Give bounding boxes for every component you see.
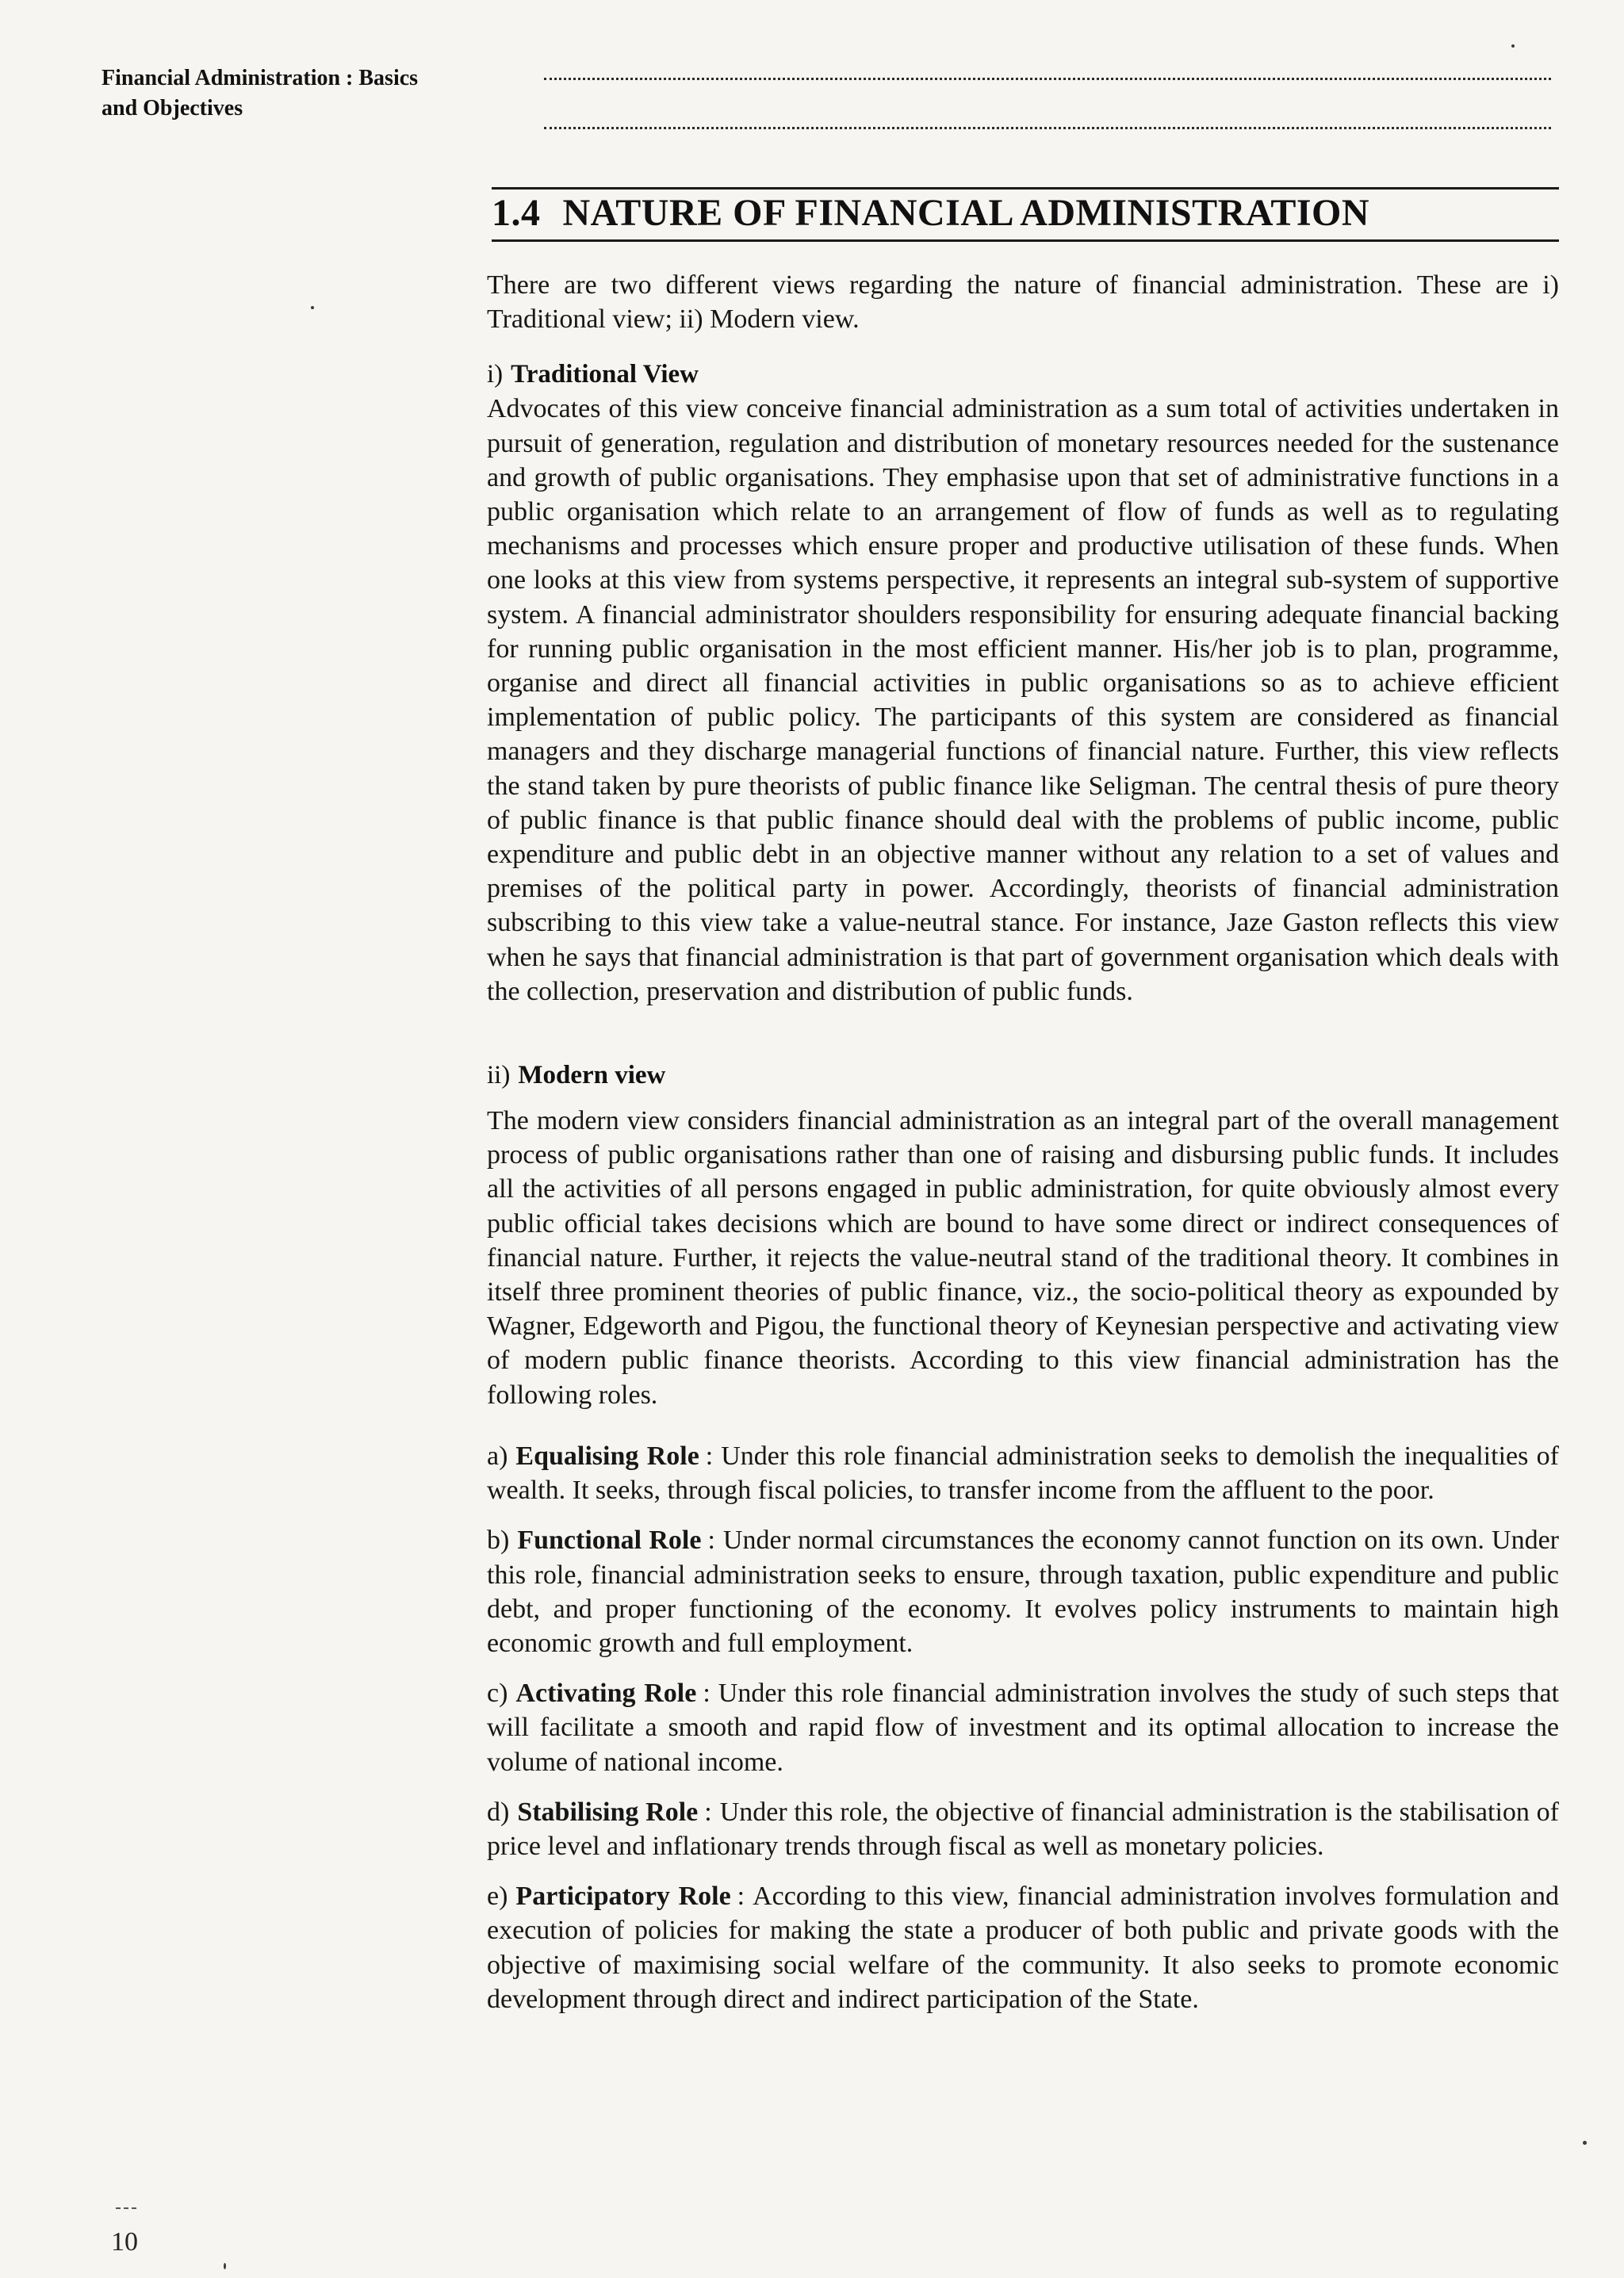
- role-equalising: [487, 1439, 1559, 1507]
- role-participatory: [487, 1879, 1559, 2016]
- page-number: 10: [111, 2227, 138, 2257]
- modern-view-paragraph: The modern view considers financial administration as an integral part of the overall management process of public organisations rather than one of raising and disbursing public funds. It includes all the activities of all persons engaged in public administration, for quite obviously almost every public official takes decisions which are bound to have some direct or indirect consequences of financial nature. Further, it rejects the value-neutral stand of the traditional theory. It combines in itself three prominent theories of public finance, viz., the socio-political theory as expounded by Wagner, Edgeworth and Pigou, the functional theory of Keynesian perspective and activating view of modern public finance theorists. According to this view financial administration has the following roles.: [487, 1106, 1559, 1410]
- intro-paragraph: There are two different views regarding the nature of financial administration. These are i) Traditional view; ii) Modern view.: [487, 270, 1559, 335]
- section-title: NATURE OF FINANCIAL ADMINISTRATION: [562, 192, 1370, 234]
- role-functional: [487, 1523, 1559, 1660]
- running-head-line-2: and Objectives: [102, 96, 243, 121]
- role-marker: b): [487, 1526, 510, 1556]
- modern-view-heading: [487, 1058, 1559, 1093]
- role-name: Activating Role: [515, 1679, 697, 1709]
- role-text: Under this role, the objective of financial administration is the stabilisation of price level and inflationary trends through fiscal as well as monetary policies.: [487, 1797, 1559, 1861]
- traditional-view-marker: i): [487, 360, 504, 389]
- role-stabilising: [487, 1795, 1559, 1863]
- role-separator: :: [707, 1526, 715, 1556]
- running-head: [102, 63, 466, 124]
- role-separator: :: [704, 1797, 712, 1827]
- role-marker: a): [487, 1441, 508, 1471]
- traditional-view-heading: [487, 357, 1559, 392]
- role-name: Equalising Role: [515, 1441, 699, 1471]
- section-rule-bottom: [492, 239, 1559, 242]
- traditional-view-title: Traditional View: [511, 360, 699, 389]
- modern-view-marker: ii): [487, 1061, 511, 1090]
- dotted-rule-2: [544, 127, 1551, 129]
- role-marker: c): [487, 1679, 508, 1709]
- body-content: [487, 268, 1559, 2032]
- role-text: Under this role financial administration involves the study of such steps that will facilitate a smooth and rapid flow of investment and its optimal allocation to increase the volume of national income.: [487, 1679, 1559, 1777]
- role-text: Under this role financial administration seeks to demolish the inequalities of wealth. It seeks, through fiscal policies, to transfer income from the affluent to the poor.: [487, 1441, 1559, 1506]
- traditional-view-paragraph: Advocates of this view conceive financial administration as a sum total of activities undertaken in pursuit of generation, regulation and distribution of monetary resources needed for the sustenance and growth of public organisations. They emphasise upon that set of administrative functions in a public organisation which relate to an arrangement of flow of funds as well as to regulating mechanisms and processes which ensure proper and productive utilisation of these funds. When one looks at this view from systems perspective, it represents an integral sub-system of supportive system. A financial administrator shoulders responsibility for ensuring adequate financial backing for running public organisation in the most efficient manner. His/her job is to plan, programme, organise and direct all financial activities in public organisations so as to achieve efficient implementation of public policy. The participants of this system are considered as financial managers and they discharge managerial functions of financial nature. Further, this view reflects the stand taken by pure theorists of public finance like Seligman. The central thesis of pure theory of public finance is that public finance should deal with the problems of public income, public expenditure and public debt in an objective manner without any relation to a set of values and premises of the political party in power. Accordingly, theorists of financial administration subscribing to this view take a value-neutral stance. For instance, Jaze Gaston reflects this view when he says that financial administration is that part of government organisation which deals with the collection, preservation and distribution of public funds.: [487, 394, 1559, 1006]
- section-number: 1.4: [492, 192, 541, 234]
- scan-speck: [1583, 2141, 1587, 2145]
- role-name: Stabilising Role: [517, 1797, 699, 1827]
- section-rule-top: [492, 187, 1559, 190]
- scan-speck: [1511, 44, 1515, 48]
- role-text: Under normal circumstances the economy cannot function on its own. Under this role, financial administration seeks to ensure, through taxation, public expenditure and public debt, and proper functioning of the economy. It evolves policy instruments to maintain high economic growth and full employment.: [487, 1526, 1560, 1658]
- role-text: According to this view, financial administration involves formulation and execution of policies for making the state a producer of both public and private goods with the objective of maximising social welfare of the community. It also seeks to promote economic development through direct and indirect participation of the State.: [487, 1882, 1559, 2014]
- scan-speck: [311, 306, 314, 309]
- scan-speck: [224, 2263, 226, 2269]
- role-separator: :: [703, 1679, 710, 1709]
- running-head-line-1: Financial Administration : Basics: [102, 66, 419, 90]
- page-number-mark: [116, 2207, 136, 2209]
- modern-view-title: Modern view: [518, 1061, 666, 1090]
- role-name: Participatory Role: [515, 1882, 731, 1912]
- role-separator: :: [705, 1441, 714, 1471]
- role-marker: e): [487, 1882, 508, 1912]
- section-heading: [492, 190, 1559, 236]
- role-marker: d): [487, 1797, 510, 1827]
- role-activating: [487, 1676, 1559, 1779]
- role-name: Functional Role: [517, 1526, 702, 1556]
- dotted-rule-1: [544, 78, 1551, 80]
- role-separator: :: [737, 1882, 745, 1912]
